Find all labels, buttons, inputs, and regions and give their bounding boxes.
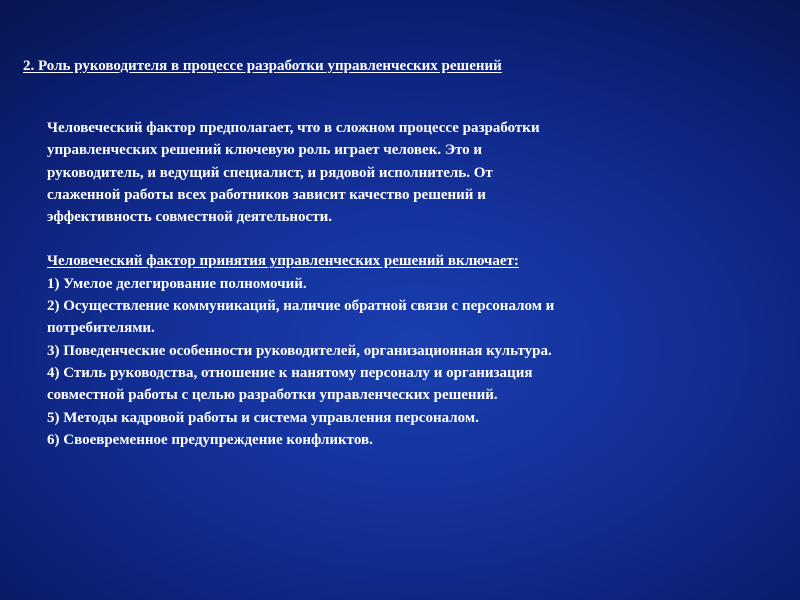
factor-list	[47, 273, 747, 451]
list-item	[47, 295, 747, 340]
paragraph-line: управленческих решений ключевую роль играет человек. Это и	[47, 142, 483, 159]
list-item-line: 3) Поведенческие особенности руководителей, организационная культура.	[47, 342, 552, 359]
spacer	[47, 228, 747, 250]
list-item-line: 6) Своевременное предупреждение конфликтов.	[47, 431, 373, 448]
intro-paragraph	[47, 117, 747, 228]
paragraph-line: Человеческий фактор предполагает, что в сложном процессе разработки	[47, 120, 540, 136]
list-item-line: 4) Стиль руководства, отношение к нанятому персоналу и организация	[47, 364, 533, 381]
list-item-line: совместной работы с целью разработки управленческих решений.	[47, 387, 498, 404]
list-title: Человеческий фактор принятия управленческих решений включает:	[47, 253, 519, 270]
list-item	[47, 273, 747, 295]
list-item	[47, 407, 747, 429]
slide-heading: 2. Роль руководителя в процессе разработки управленческих решений	[23, 58, 502, 74]
paragraph-line: эффективность совместной деятельности.	[47, 209, 332, 226]
list-item-line: 1) Умелое делегирование полномочий.	[47, 275, 307, 292]
list-item	[47, 362, 747, 407]
slide-body	[47, 117, 747, 451]
list-item-line: 5) Методы кадровой работы и система управления персоналом.	[47, 409, 479, 426]
paragraph-line: слаженной работы всех работников зависит качество решений и	[47, 186, 486, 203]
paragraph-line: руководитель, и ведущий специалист, и рядовой исполнитель. От	[47, 164, 493, 181]
list-item-line: 2) Осуществление коммуникаций, наличие обратной связи с персоналом и	[47, 298, 555, 315]
list-item-line: потребителями.	[47, 320, 155, 337]
list-item	[47, 340, 747, 362]
list-item	[47, 429, 747, 451]
